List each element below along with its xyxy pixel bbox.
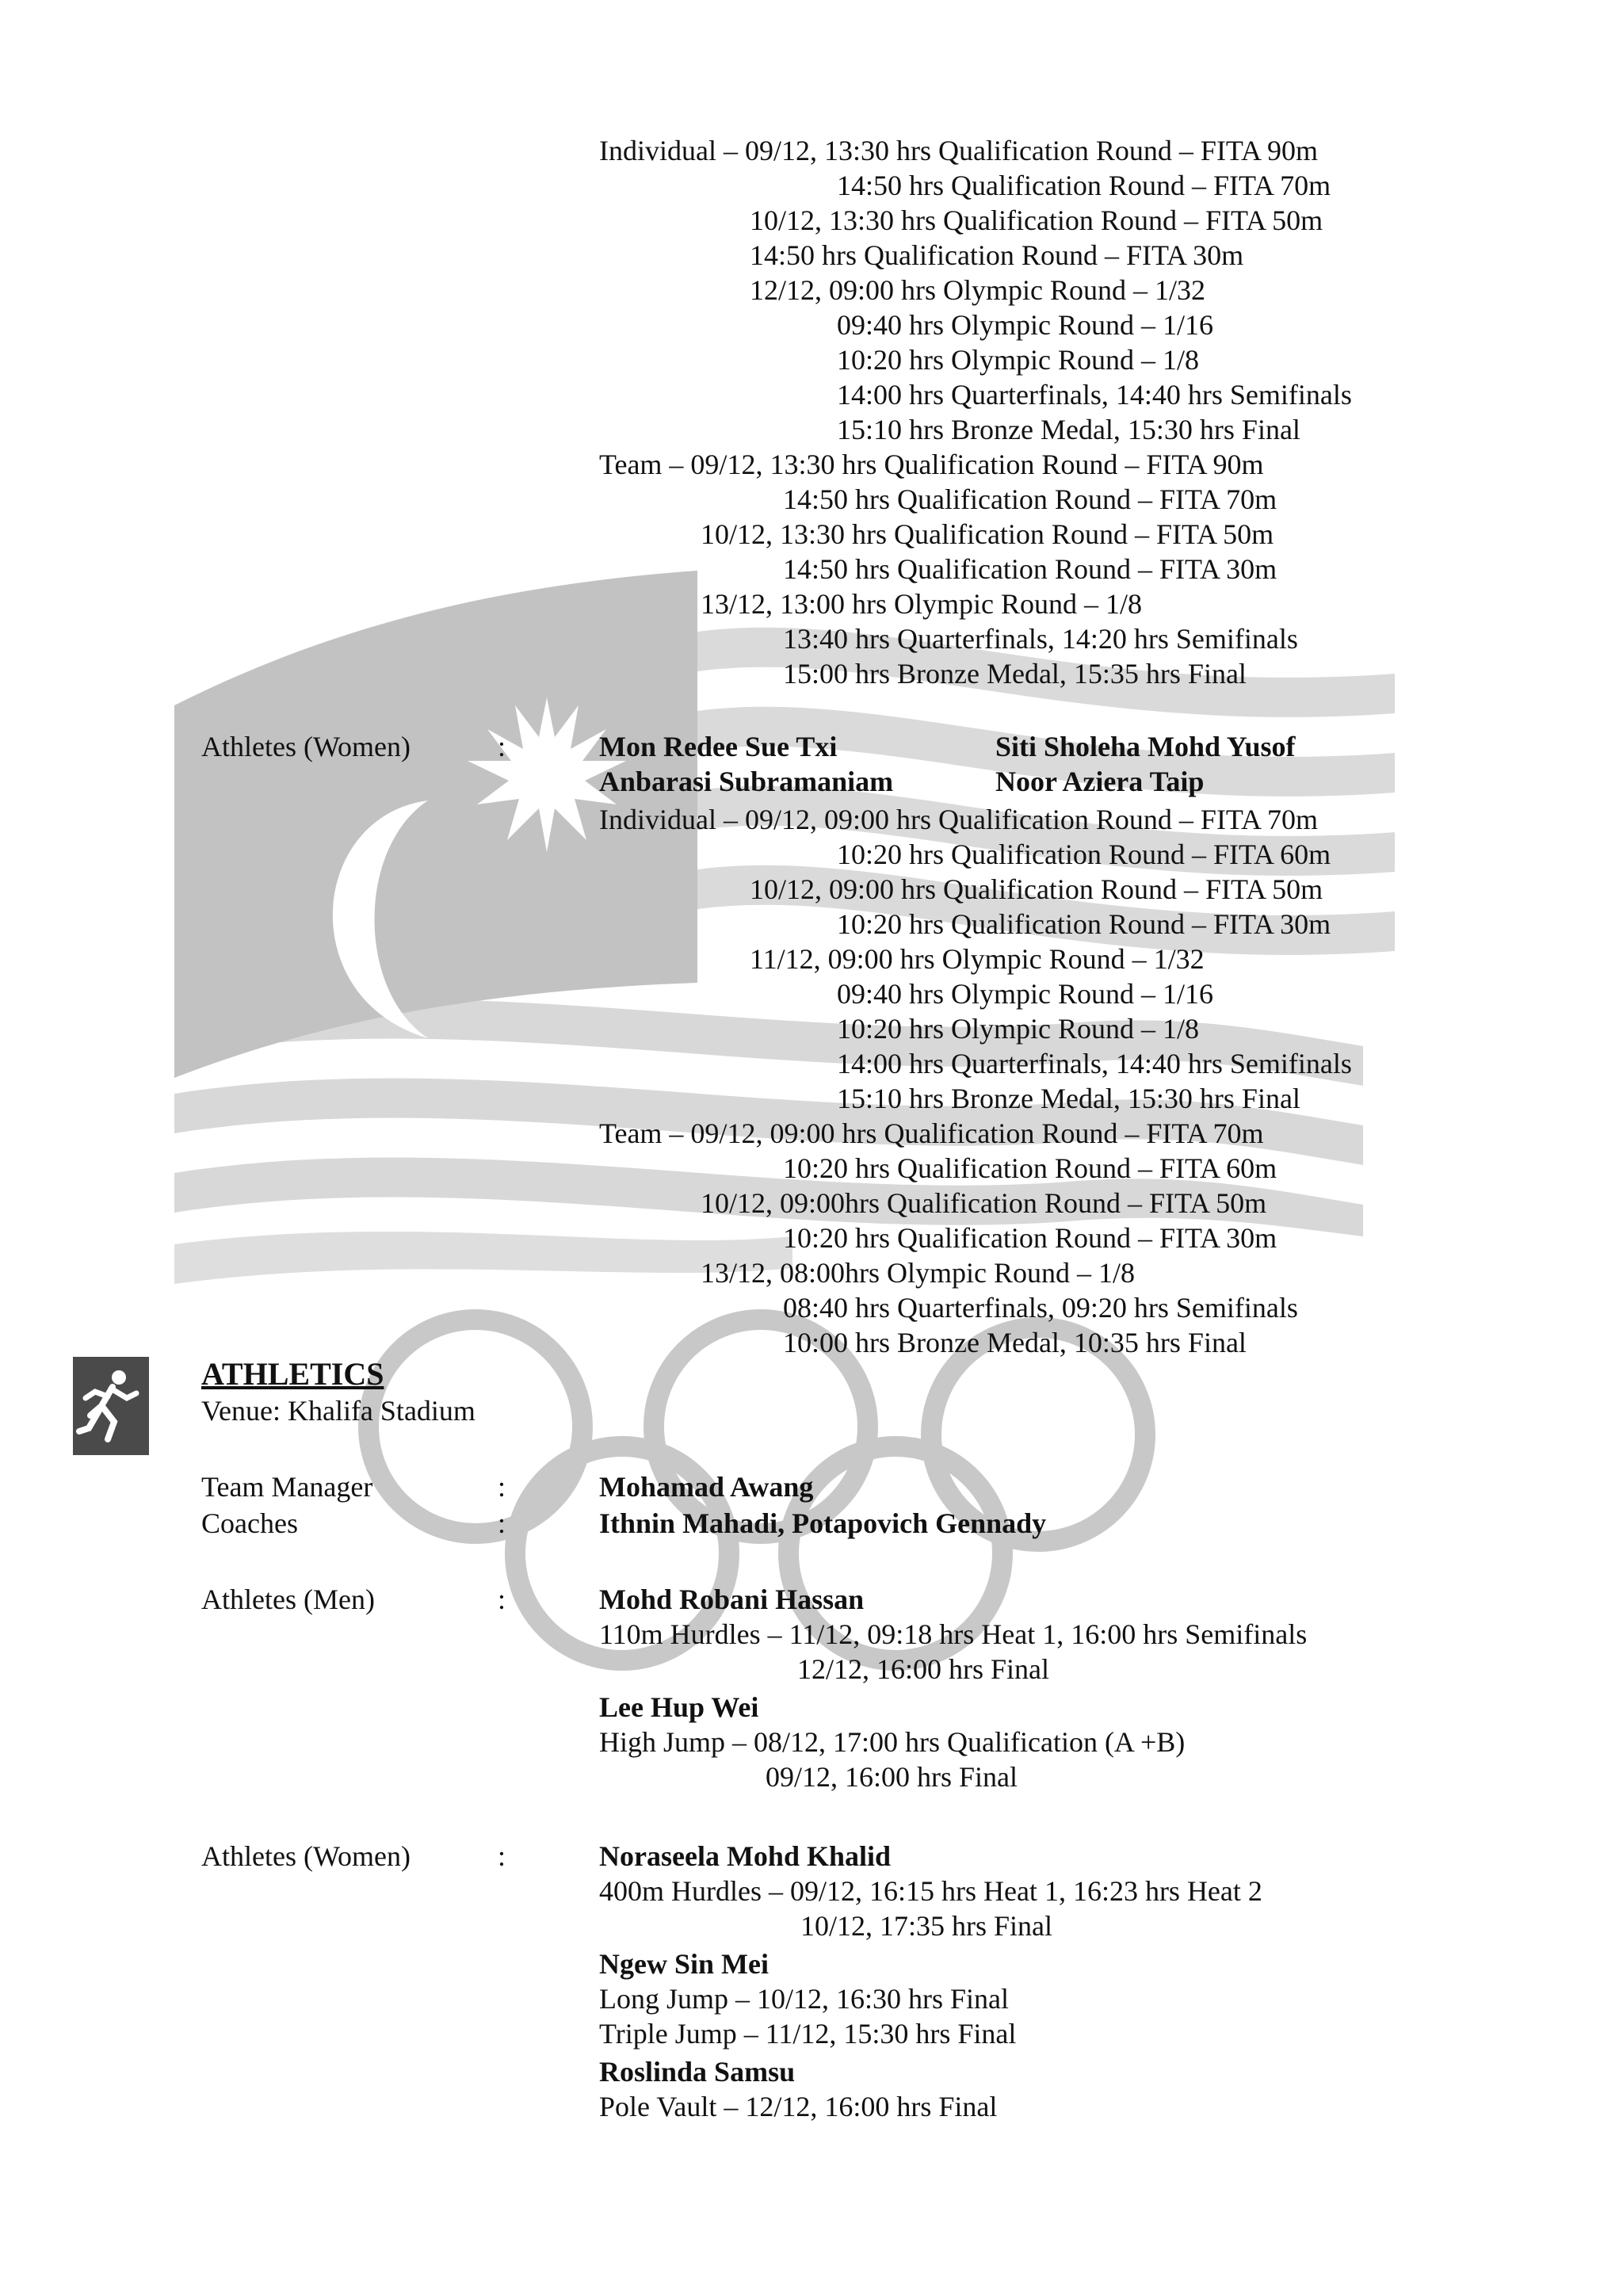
- athlete-name: Roslinda Samsu: [599, 2056, 796, 2088]
- archery-men-team-line-7: 15:00 hrs Bronze Medal, 15:35 hrs Final: [783, 658, 1247, 690]
- archery-men-team-line-4: 14:50 hrs Qualification Round – FITA 30m: [783, 553, 1277, 585]
- archery-women-individual-line-8: 14:00 hrs Quarterfinals, 14:40 hrs Semifinals: [837, 1048, 1352, 1079]
- athlete-event: 400m Hurdles – 09/12, 16:15 hrs Heat 1, 16:23 hrs Heat 2: [599, 1875, 1262, 1907]
- athletes-men-colon: :: [498, 1584, 506, 1615]
- runner-icon: [73, 1357, 149, 1455]
- archery-men-individual-line-3: 10/12, 13:30 hrs Qualification Round – FITA 50m: [750, 204, 1323, 236]
- archery-women-individual-line-1: Individual – 09/12, 09:00 hrs Qualification Round – FITA 70m: [599, 804, 1319, 835]
- coaches-names: Ithnin Mahadi, Potapovich Gennady: [599, 1507, 1047, 1539]
- athletes-men-label: Athletes (Men): [201, 1584, 375, 1615]
- archery-women-individual-line-6: 09:40 hrs Olympic Round – 1/16: [837, 978, 1213, 1010]
- archery-women-athlete-2: Siti Sholeha Mohd Yusof: [995, 731, 1296, 762]
- athlete-event: Long Jump – 10/12, 16:30 hrs Final: [599, 1983, 1010, 2015]
- archery-women-athlete-1: Mon Redee Sue Txi: [599, 731, 838, 762]
- archery-women-team-line-5: 13/12, 08:00hrs Olympic Round – 1/8: [701, 1257, 1135, 1289]
- archery-men-team-line-3: 10/12, 13:30 hrs Qualification Round – FITA 50m: [701, 518, 1274, 550]
- athlete-event: 12/12, 16:00 hrs Final: [797, 1653, 1050, 1685]
- athlete-event: 09/12, 16:00 hrs Final: [766, 1761, 1018, 1793]
- archery-men-individual-line-6: 09:40 hrs Olympic Round – 1/16: [837, 309, 1213, 341]
- athlete-name: Ngew Sin Mei: [599, 1948, 769, 1980]
- athlete-name: Noraseela Mohd Khalid: [599, 1840, 892, 1872]
- archery-men-individual-line-5: 12/12, 09:00 hrs Olympic Round – 1/32: [750, 274, 1205, 306]
- athletes-women-label: Athletes (Women): [201, 1840, 411, 1872]
- archery-men-team-line-2: 14:50 hrs Qualification Round – FITA 70m: [783, 483, 1277, 515]
- archery-men-team-line-5: 13/12, 13:00 hrs Olympic Round – 1/8: [701, 588, 1142, 620]
- archery-women-individual-line-7: 10:20 hrs Olympic Round – 1/8: [837, 1013, 1199, 1045]
- athlete-event: Pole Vault – 12/12, 16:00 hrs Final: [599, 2091, 998, 2122]
- archery-women-team-line-6: 08:40 hrs Quarterfinals, 09:20 hrs Semifinals: [783, 1292, 1298, 1324]
- archery-men-team-line-1: Team – 09/12, 13:30 hrs Qualification Round – FITA 90m: [599, 449, 1264, 480]
- team-manager-colon: :: [498, 1471, 506, 1503]
- athlete-event: High Jump – 08/12, 17:00 hrs Qualification (A +B): [599, 1726, 1186, 1758]
- athlete-name: Mohd Robani Hassan: [599, 1584, 865, 1615]
- archery-women-individual-line-9: 15:10 hrs Bronze Medal, 15:30 hrs Final: [837, 1083, 1300, 1114]
- athlete-event: 110m Hurdles – 11/12, 09:18 hrs Heat 1, 16:00 hrs Semifinals: [599, 1618, 1308, 1650]
- archery-men-individual-line-9: 15:10 hrs Bronze Medal, 15:30 hrs Final: [837, 414, 1300, 445]
- athletics-title: ATHLETICS: [201, 1356, 384, 1392]
- archery-women-athlete-3: Anbarasi Subramaniam: [599, 766, 894, 797]
- archery-women-team-line-1: Team – 09/12, 09:00 hrs Qualification Round – FITA 70m: [599, 1117, 1264, 1149]
- athlete-name: Lee Hup Wei: [599, 1691, 759, 1723]
- athletes-women-colon: :: [498, 1840, 506, 1872]
- archery-women-colon: :: [498, 731, 506, 762]
- archery-women-label: Athletes (Women): [201, 731, 411, 762]
- archery-men-individual-line-8: 14:00 hrs Quarterfinals, 14:40 hrs Semifinals: [837, 379, 1352, 411]
- team-manager-label: Team Manager: [201, 1471, 373, 1503]
- archery-men-individual-line-2: 14:50 hrs Qualification Round – FITA 70m: [837, 170, 1331, 201]
- athlete-event: 10/12, 17:35 hrs Final: [800, 1910, 1053, 1942]
- archery-women-team-line-2: 10:20 hrs Qualification Round – FITA 60m: [783, 1152, 1277, 1184]
- team-manager-name: Mohamad Awang: [599, 1471, 814, 1503]
- archery-women-team-line-3: 10/12, 09:00hrs Qualification Round – FITA 50m: [701, 1187, 1267, 1219]
- archery-men-individual-line-1: Individual – 09/12, 13:30 hrs Qualification Round – FITA 90m: [599, 135, 1319, 166]
- coaches-label: Coaches: [201, 1507, 298, 1539]
- athlete-event: Triple Jump – 11/12, 15:30 hrs Final: [599, 2018, 1017, 2050]
- archery-women-individual-line-3: 10/12, 09:00 hrs Qualification Round – FITA 50m: [750, 873, 1323, 905]
- archery-men-individual-line-4: 14:50 hrs Qualification Round – FITA 30m: [750, 239, 1244, 271]
- coaches-colon: :: [498, 1507, 506, 1539]
- archery-men-team-line-6: 13:40 hrs Quarterfinals, 14:20 hrs Semifinals: [783, 623, 1298, 655]
- archery-women-individual-line-2: 10:20 hrs Qualification Round – FITA 60m: [837, 839, 1331, 870]
- archery-women-team-line-4: 10:20 hrs Qualification Round – FITA 30m: [783, 1222, 1277, 1254]
- athletics-venue: Venue: Khalifa Stadium: [201, 1395, 475, 1427]
- archery-women-athlete-4: Noor Aziera Taip: [995, 766, 1205, 797]
- archery-men-individual-line-7: 10:20 hrs Olympic Round – 1/8: [837, 344, 1199, 376]
- archery-women-team-line-7: 10:00 hrs Bronze Medal, 10:35 hrs Final: [783, 1327, 1247, 1358]
- archery-women-individual-line-5: 11/12, 09:00 hrs Olympic Round – 1/32: [750, 943, 1205, 975]
- archery-women-individual-line-4: 10:20 hrs Qualification Round – FITA 30m: [837, 908, 1331, 940]
